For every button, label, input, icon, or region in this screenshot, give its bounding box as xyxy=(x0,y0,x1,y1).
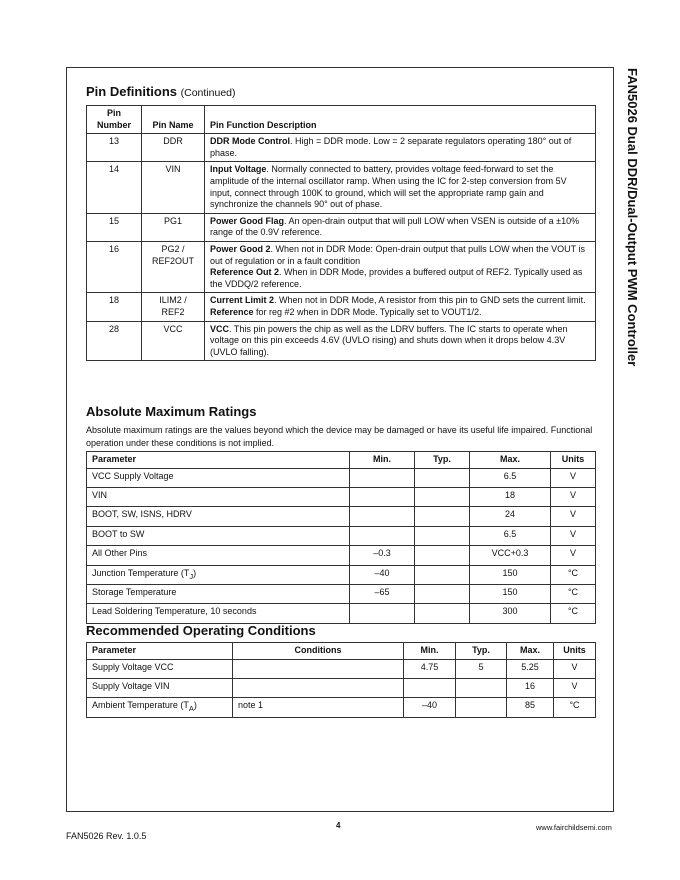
units-value: V xyxy=(554,659,596,678)
min-value xyxy=(350,468,415,487)
table-row xyxy=(87,698,596,717)
table-row xyxy=(87,293,596,321)
units-value: °C xyxy=(554,698,596,717)
min-value xyxy=(350,604,415,623)
description-text: . When not in DDR Mode, A resistor from this pin to GND sets the current limit. xyxy=(274,295,586,306)
description-keyword: Reference Out 2 xyxy=(210,267,280,278)
pin-number-header: Pin Number xyxy=(87,106,142,134)
rec-op-table xyxy=(86,642,596,718)
pin-definitions-title: Pin Definitions (Continued) xyxy=(86,84,236,99)
min-value: –65 xyxy=(350,584,415,603)
description-paragraph xyxy=(210,307,590,319)
min-value: –40 xyxy=(350,565,415,584)
table-row xyxy=(87,468,596,487)
max-value: 16 xyxy=(507,678,554,697)
min-header: Min. xyxy=(404,643,456,660)
table-row xyxy=(87,162,596,213)
parameter-suffix: ) xyxy=(193,567,197,578)
typ-value xyxy=(415,604,470,623)
typ-value xyxy=(456,698,507,717)
max-header: Max. xyxy=(470,452,551,469)
parameter-cell xyxy=(87,526,350,545)
pin-name-line: VIN xyxy=(165,164,181,175)
max-value: VCC+0.3 xyxy=(470,546,551,565)
typ-value xyxy=(456,678,507,697)
max-value: 24 xyxy=(470,507,551,526)
parameter-cell xyxy=(87,678,233,697)
table-row xyxy=(87,213,596,241)
pin-name xyxy=(142,213,205,241)
param-header: Parameter xyxy=(87,452,350,469)
table-header-row xyxy=(87,452,596,469)
units-value: V xyxy=(551,546,596,565)
max-value: 300 xyxy=(470,604,551,623)
pin-number: 28 xyxy=(87,321,142,361)
parameter-name: Supply Voltage VIN xyxy=(92,680,170,691)
typ-value xyxy=(415,487,470,506)
pin-number: 16 xyxy=(87,241,142,292)
revision: FAN5026 Rev. 1.0.5 xyxy=(66,831,147,841)
pin-name-line: VCC xyxy=(163,323,183,334)
parameter-name: BOOT to SW xyxy=(92,528,145,539)
pin-name xyxy=(142,134,205,162)
table-row xyxy=(87,659,596,678)
min-value: 4.75 xyxy=(404,659,456,678)
min-value xyxy=(404,678,456,697)
description-text: . This pin powers the chip as well as the LDRV buffers. The IC starts to operate when voltage on this pin exceeds 4.6V (UVLO rising) and shuts down when it drops below 4.3V (UVLO falling). xyxy=(210,323,568,357)
table-row xyxy=(87,487,596,506)
table-row xyxy=(87,321,596,361)
table-row xyxy=(87,604,596,623)
min-value: –40 xyxy=(404,698,456,717)
table-row xyxy=(87,526,596,545)
table-header-row xyxy=(87,643,596,660)
min-value xyxy=(350,526,415,545)
description-paragraph xyxy=(210,136,590,159)
abs-max-title: Absolute Maximum Ratings xyxy=(86,404,257,419)
pin-name xyxy=(142,321,205,361)
pin-name xyxy=(142,293,205,321)
parameter-cell xyxy=(87,584,350,603)
description-keyword: Current Limit 2 xyxy=(210,295,275,306)
typ-value xyxy=(415,468,470,487)
typ-header: Typ. xyxy=(415,452,470,469)
description-keyword: VCC xyxy=(210,323,230,334)
typ-value xyxy=(415,546,470,565)
parameter-name: Ambient Temperature (T xyxy=(92,700,189,711)
pin-number: 18 xyxy=(87,293,142,321)
parameter-cell xyxy=(87,468,350,487)
parameter-name: BOOT, SW, ISNS, HDRV xyxy=(92,509,192,520)
units-header: Units xyxy=(554,643,596,660)
parameter-suffix: ) xyxy=(193,700,197,711)
parameter-name: Supply Voltage VCC xyxy=(92,661,174,672)
units-value: V xyxy=(551,526,596,545)
description-text: . When in DDR Mode, provides a buffered output of REF2. Typically used as the VDDQ/2 reference. xyxy=(210,267,583,289)
units-value: °C xyxy=(551,604,596,623)
parameter-name: Lead Soldering Temperature, 10 seconds xyxy=(92,606,257,617)
parameter-subscript: A xyxy=(188,704,194,714)
conditions-value xyxy=(233,678,404,697)
pin-description-header: Pin Function Description xyxy=(205,106,596,134)
abs-max-table xyxy=(86,451,596,624)
max-value: 85 xyxy=(507,698,554,717)
units-value: V xyxy=(554,678,596,697)
description-keyword: Reference xyxy=(210,306,254,317)
max-value: 6.5 xyxy=(470,526,551,545)
min-value: –0.3 xyxy=(350,546,415,565)
pin-name-line: ILIM2 / xyxy=(159,295,187,306)
website: www.fairchildsemi.com xyxy=(536,823,612,832)
table-row xyxy=(87,565,596,584)
table-row xyxy=(87,241,596,292)
typ-header: Typ. xyxy=(456,643,507,660)
table-row xyxy=(87,134,596,162)
parameter-cell xyxy=(87,487,350,506)
description-paragraph xyxy=(210,295,590,307)
typ-value xyxy=(415,584,470,603)
table-row xyxy=(87,507,596,526)
pin-name-line: REF2OUT xyxy=(151,255,194,266)
max-header: Max. xyxy=(507,643,554,660)
conditions-value xyxy=(233,659,404,678)
typ-value xyxy=(415,565,470,584)
conditions-value: note 1 xyxy=(233,698,404,717)
abs-max-intro: Absolute maximum ratings are the values beyond which the device may be damaged or have its useful life impaired. Functional operation under these conditions is not implied. xyxy=(86,425,593,448)
units-value: V xyxy=(551,487,596,506)
max-value: 5.25 xyxy=(507,659,554,678)
max-value: 150 xyxy=(470,584,551,603)
description-paragraph xyxy=(210,244,590,267)
units-value: V xyxy=(551,468,596,487)
pin-description xyxy=(205,213,596,241)
parameter-cell xyxy=(87,659,233,678)
description-text: . Normally connected to battery, provides voltage feed-forward to set the amplitude of the internal oscillator ramp. When using the IC for 2-step conversion from 5V input, connect through 100K to ground, which will set the appropriate ramp gain and synchronize the channels 90° out of phase. xyxy=(210,164,567,210)
pin-description xyxy=(205,134,596,162)
description-keyword: Input Voltage xyxy=(210,164,267,175)
table-row xyxy=(87,678,596,697)
max-value: 6.5 xyxy=(470,468,551,487)
parameter-subscript: J xyxy=(189,571,194,581)
parameter-cell xyxy=(87,565,350,584)
pin-description xyxy=(205,293,596,321)
pin-name-line: PG2 / xyxy=(161,243,185,254)
table-row xyxy=(87,584,596,603)
pin-name-line: REF2 xyxy=(161,306,185,317)
pin-definitions-table xyxy=(86,105,596,361)
max-value: 18 xyxy=(470,487,551,506)
pin-name xyxy=(142,241,205,292)
parameter-name: VIN xyxy=(92,489,108,500)
pin-number: 14 xyxy=(87,162,142,213)
table-row xyxy=(87,546,596,565)
max-value: 150 xyxy=(470,565,551,584)
conditions-header: Conditions xyxy=(233,643,404,660)
description-keyword: Power Good Flag xyxy=(210,215,285,226)
pin-number: 15 xyxy=(87,213,142,241)
pin-number: 13 xyxy=(87,134,142,162)
units-header: Units xyxy=(551,452,596,469)
description-text: . An open-drain output that will pull LOW when VSEN is outside of a ±10% range of the 0.9V reference. xyxy=(210,215,580,238)
parameter-cell xyxy=(87,604,350,623)
units-value: °C xyxy=(551,584,596,603)
parameter-cell xyxy=(87,546,350,565)
description-keyword: DDR Mode Control xyxy=(210,136,290,147)
pin-name-line: DDR xyxy=(163,136,183,147)
description-keyword: Power Good 2 xyxy=(210,243,271,254)
continued-label: (Continued) xyxy=(180,87,236,99)
pin-name-header: Pin Name xyxy=(142,106,205,134)
description-paragraph xyxy=(210,164,590,210)
min-value xyxy=(350,507,415,526)
pin-name-line: PG1 xyxy=(163,215,182,226)
description-text: . When not in DDR Mode: Open-drain output that pulls LOW when the VOUT is out of regulation or in a fault condition xyxy=(210,243,585,266)
table-header-row xyxy=(87,106,596,134)
min-header: Min. xyxy=(350,452,415,469)
parameter-name: All Other Pins xyxy=(92,548,148,559)
description-paragraph xyxy=(210,216,590,239)
description-paragraph xyxy=(210,267,590,290)
typ-value: 5 xyxy=(456,659,507,678)
pin-name xyxy=(142,162,205,213)
typ-value xyxy=(415,507,470,526)
parameter-name: Storage Temperature xyxy=(92,586,177,597)
parameter-cell xyxy=(87,698,233,717)
param-header: Parameter xyxy=(87,643,233,660)
pin-description xyxy=(205,241,596,292)
units-value: °C xyxy=(551,565,596,584)
typ-value xyxy=(415,526,470,545)
parameter-cell xyxy=(87,507,350,526)
min-value xyxy=(350,487,415,506)
description-text: . High = DDR mode. Low = 2 separate regulators operating 180° out of phase. xyxy=(210,136,572,158)
parameter-name: VCC Supply Voltage xyxy=(92,470,174,481)
description-paragraph xyxy=(210,324,590,359)
rec-op-title: Recommended Operating Conditions xyxy=(86,623,316,638)
units-value: V xyxy=(551,507,596,526)
pin-description xyxy=(205,162,596,213)
description-text: for reg #2 when in DDR Mode. Typically set to VOUT1/2. xyxy=(253,306,482,317)
page-number: 4 xyxy=(336,821,341,830)
parameter-name: Junction Temperature (T xyxy=(92,567,190,578)
pin-description xyxy=(205,321,596,361)
